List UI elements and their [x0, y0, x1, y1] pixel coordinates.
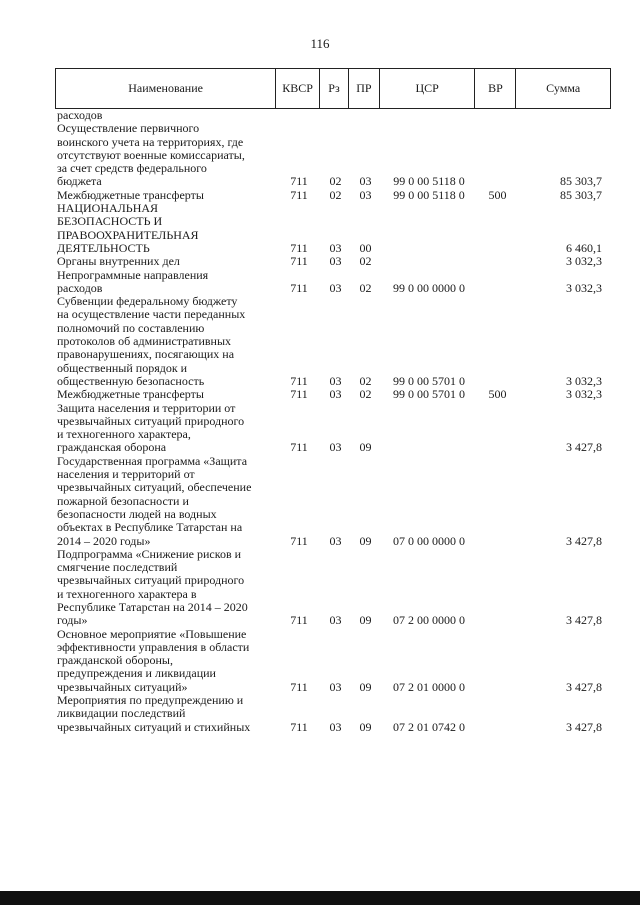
- header-sum: Сумма: [515, 69, 610, 108]
- table-row: [57, 202, 609, 255]
- row-name-line: безопасности людей на водных: [57, 506, 217, 521]
- cell-csr: 07 2 00 0000 0: [393, 613, 465, 628]
- row-name: [57, 202, 269, 255]
- table-row: [57, 122, 609, 188]
- row-name-line: БЕЗОПАСНОСТЬ И: [57, 214, 163, 229]
- table-body: [57, 109, 609, 734]
- row-name-line: общественный порядок и: [57, 360, 188, 375]
- row-name-line: 2014 – 2020 годы»: [57, 533, 151, 548]
- cell-pr: 09: [359, 613, 372, 628]
- row-name-line: воинского учета на территориях, где: [57, 134, 244, 149]
- cell-rz: 03: [329, 440, 342, 455]
- row-name-line: населения и территорий от: [57, 467, 195, 482]
- row-name: [57, 122, 269, 188]
- row-name-line: и техногенного характера в: [57, 586, 197, 601]
- cell-csr: 07 2 01 0742 0: [393, 719, 465, 734]
- cell-csr: 99 0 00 5118 0: [393, 187, 465, 202]
- row-name-line: Межбюджетные трансферты: [57, 387, 204, 402]
- row-name-line: смягчение последствий: [57, 560, 178, 575]
- table-row: [57, 269, 609, 296]
- row-name-line: предупреждения и ликвидации: [57, 666, 216, 681]
- cell-rz: 03: [329, 240, 342, 255]
- cell-kvsr: 711: [290, 719, 308, 734]
- row-name-line: общественную безопасность: [57, 373, 205, 388]
- row-name-line: чрезвычайных ситуаций, обеспечение: [57, 480, 252, 495]
- row-name-line: ПРАВООХРАНИТЕЛЬНАЯ: [57, 227, 199, 242]
- cell-kvsr: 711: [290, 240, 308, 255]
- cell-rz: 03: [329, 387, 342, 402]
- row-name-line: правонарушениях, посягающих на: [57, 347, 235, 362]
- row-name: [57, 548, 269, 628]
- table-row: [57, 402, 609, 455]
- row-name-line: Непрограммные направления: [57, 267, 209, 282]
- row-name: [57, 402, 269, 455]
- cell-kvsr: 711: [290, 373, 308, 388]
- row-name-line: Осуществление первичного: [57, 121, 200, 136]
- row-name-line: гражданской обороны,: [57, 653, 173, 668]
- header-vr: ВР: [474, 69, 515, 108]
- row-name-line: ДЕЯТЕЛЬНОСТЬ: [57, 240, 150, 255]
- cell-rz: 03: [329, 254, 342, 269]
- row-name-line: Мероприятия по предупреждению и: [57, 693, 244, 708]
- cell-vr: 500: [488, 387, 507, 402]
- table-row: [57, 694, 609, 734]
- row-name-line: годы»: [57, 613, 88, 628]
- row-name-line: гражданская оборона: [57, 440, 167, 455]
- row-name-line: Подпрограмма «Снижение рисков и: [57, 546, 242, 561]
- row-name: [57, 455, 269, 548]
- cell-kvsr: 711: [290, 613, 308, 628]
- row-name-line: чрезвычайных ситуаций и стихийных: [57, 719, 251, 734]
- row-name-line: за счет средств федерального: [57, 161, 207, 176]
- cell-csr: 99 0 00 5118 0: [393, 174, 465, 189]
- cell-pr: 00: [359, 240, 372, 255]
- cell-pr: 02: [359, 373, 372, 388]
- cell-sum: 3 032,3: [566, 387, 602, 402]
- cell-pr: 03: [359, 174, 372, 189]
- row-name-line: отсутствуют военные комиссариаты,: [57, 147, 245, 162]
- cell-sum: 3 427,8: [566, 679, 602, 694]
- table-row: [57, 295, 609, 388]
- table-row: [57, 628, 609, 694]
- row-name-line: полномочий по составлению: [57, 320, 205, 335]
- row-name-line: Государственная программа «Защита: [57, 453, 248, 468]
- table-row: [57, 109, 609, 122]
- cell-csr: 99 0 00 5701 0: [393, 373, 465, 388]
- cell-sum: 3 032,3: [566, 280, 602, 295]
- row-name: [57, 255, 269, 268]
- row-name-line: эффективности управления в области: [57, 639, 250, 654]
- cell-pr: 09: [359, 440, 372, 455]
- row-name-line: расходов: [57, 280, 103, 295]
- row-name-line: Межбюджетные трансферты: [57, 187, 204, 202]
- row-name-line: чрезвычайных ситуаций»: [57, 679, 188, 694]
- cell-rz: 02: [329, 174, 342, 189]
- cell-kvsr: 711: [290, 174, 308, 189]
- table-row: [57, 255, 609, 268]
- row-name-line: объектах в Республике Татарстан на: [57, 520, 243, 535]
- row-name-line: Субвенции федеральному бюджету: [57, 294, 238, 309]
- row-name-line: ликвидации последствий: [57, 706, 186, 721]
- cell-rz: 03: [329, 280, 342, 295]
- table-row: [57, 189, 609, 202]
- cell-pr: 03: [359, 187, 372, 202]
- row-name: [57, 109, 269, 122]
- cell-csr: 07 0 00 0000 0: [393, 533, 465, 548]
- row-name-line: Защита населения и территории от: [57, 400, 236, 415]
- cell-sum: 6 460,1: [566, 240, 602, 255]
- cell-csr: 07 2 01 0000 0: [393, 679, 465, 694]
- row-name-line: чрезвычайных ситуаций природного: [57, 573, 245, 588]
- header-kvsr: КВСР: [275, 69, 319, 108]
- cell-pr: 09: [359, 719, 372, 734]
- cell-rz: 03: [329, 719, 342, 734]
- row-name-line: Органы внутренних дел: [57, 254, 180, 269]
- row-name-line: Основное мероприятие «Повышение: [57, 626, 247, 641]
- row-name-line: Республике Татарстан на 2014 – 2020: [57, 599, 248, 614]
- cell-pr: 02: [359, 387, 372, 402]
- cell-sum: 85 303,7: [560, 174, 602, 189]
- table-row: [57, 455, 609, 548]
- cell-kvsr: 711: [290, 440, 308, 455]
- cell-kvsr: 711: [290, 187, 308, 202]
- cell-kvsr: 711: [290, 387, 308, 402]
- header-pr: ПР: [348, 69, 379, 108]
- row-name-line: на осуществление части переданных: [57, 307, 246, 322]
- cell-sum: 3 032,3: [566, 254, 602, 269]
- table-row: [57, 548, 609, 628]
- row-name: [57, 269, 269, 296]
- cell-sum: 85 303,7: [560, 187, 602, 202]
- cell-pr: 09: [359, 533, 372, 548]
- row-name: [57, 388, 269, 401]
- cell-kvsr: 711: [290, 280, 308, 295]
- row-name-line: протоколов об административных: [57, 334, 232, 349]
- cell-kvsr: 711: [290, 679, 308, 694]
- cell-sum: 3 427,8: [566, 719, 602, 734]
- cell-kvsr: 711: [290, 254, 308, 269]
- cell-rz: 03: [329, 373, 342, 388]
- table-header: [55, 68, 611, 109]
- row-name-line: расходов: [57, 108, 103, 122]
- row-name-line: и техногенного характера,: [57, 427, 191, 442]
- row-name-line: чрезвычайных ситуаций природного: [57, 413, 245, 428]
- header-name: Наименование: [128, 81, 203, 95]
- row-name-line: пожарной безопасности и: [57, 493, 189, 508]
- header-rz: Рз: [319, 69, 348, 108]
- row-name-line: НАЦИОНАЛЬНАЯ: [57, 201, 159, 216]
- cell-rz: 03: [329, 533, 342, 548]
- cell-pr: 02: [359, 254, 372, 269]
- cell-pr: 02: [359, 280, 372, 295]
- cell-sum: 3 427,8: [566, 533, 602, 548]
- row-name: [57, 694, 269, 734]
- row-name: [57, 295, 269, 388]
- row-name: [57, 628, 269, 694]
- cell-vr: 500: [488, 187, 507, 202]
- row-name-line: бюджета: [57, 174, 102, 189]
- cell-rz: 02: [329, 187, 342, 202]
- table-row: [57, 388, 609, 401]
- cell-rz: 03: [329, 613, 342, 628]
- cell-csr: 99 0 00 0000 0: [393, 280, 465, 295]
- scan-edge: [0, 891, 640, 905]
- cell-sum: 3 427,8: [566, 613, 602, 628]
- row-name: [57, 189, 269, 202]
- cell-sum: 3 427,8: [566, 440, 602, 455]
- cell-rz: 03: [329, 679, 342, 694]
- cell-csr: 99 0 00 5701 0: [393, 387, 465, 402]
- cell-pr: 09: [359, 679, 372, 694]
- cell-kvsr: 711: [290, 533, 308, 548]
- header-csr: ЦСР: [379, 69, 475, 108]
- page-number: 116: [310, 36, 330, 51]
- cell-sum: 3 032,3: [566, 373, 602, 388]
